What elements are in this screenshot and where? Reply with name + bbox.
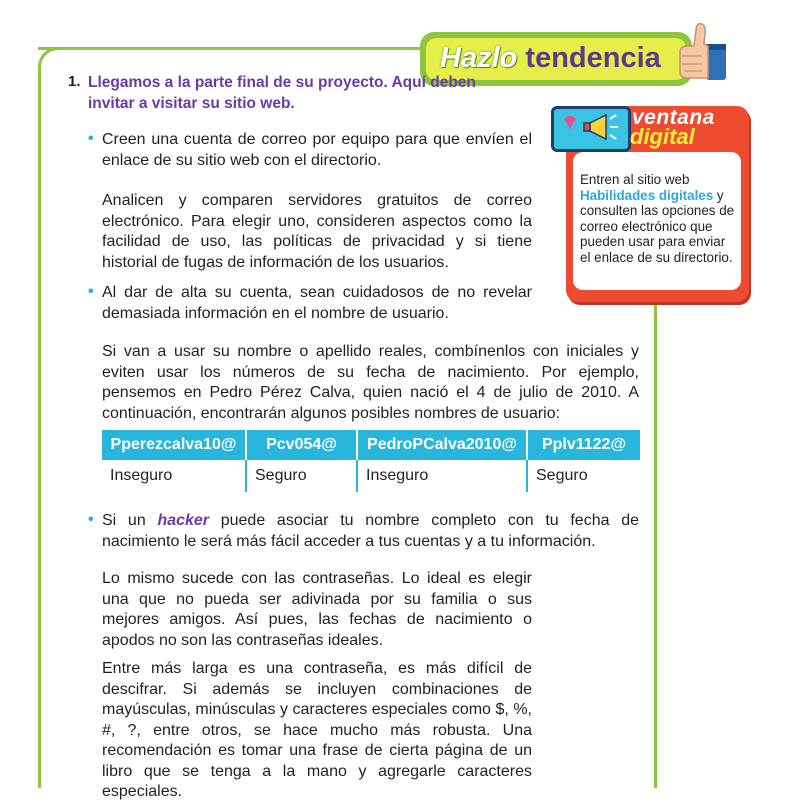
bullet-3-paragraph-3: Entre más larga es una contraseña, es más difícil de descifrar. Si además se incluyen combinaciones de mayúsculas, minúsculas y caracteres especiales como $, %, #, ?, entre otros, se hace mucho más robusta. Una recomendación es tomar una frase de cierta página de un libro que se tenga a la mano y agregarle caracteres especiales.: [102, 660, 532, 800]
bullet-2-paragraph-1: Al dar de alta su cuenta, sean cuidadosos de no revelar demasiada información en el nombre de usuario.: [102, 284, 532, 322]
bullet-3-paragraph-2: Lo mismo sucede con las contraseñas. Lo ideal es elegir una que no pueda ser adivinada por su familia o sus mejores amigos. Así pues, las fechas de nacimiento o apodos no son las contraseñas ideales.: [102, 570, 532, 649]
frame-left-border: [38, 66, 41, 788]
table-header-row: [102, 430, 640, 460]
frame-right-border: [654, 296, 657, 788]
hacker-term: hacker: [157, 512, 210, 529]
bullet-marker: •: [88, 130, 94, 147]
megaphone-icon: [554, 109, 628, 149]
frame-corner: [38, 47, 60, 69]
username-table: [102, 430, 640, 492]
bullet-marker: •: [88, 283, 94, 300]
bullet-1-paragraph-1: Creen una cuenta de correo por equipo para que envíen el enlace de su sitio web con el directorio.: [102, 131, 532, 169]
table-header-cell: Pperezcalva10@: [102, 430, 245, 460]
table-cell: Seguro: [526, 460, 640, 492]
activity-number: 1.: [68, 73, 81, 90]
table-cell: Inseguro: [110, 467, 173, 484]
bullet-marker: •: [88, 511, 94, 528]
frame-top-border: [38, 47, 438, 50]
tablet-megaphone-icon: [551, 106, 631, 152]
ventana-digital-title-2: digital: [630, 124, 695, 149]
table-header-cell: Pplv1122@: [526, 430, 640, 460]
ventana-digital-text: Entren al sitio web Habilidades digitales y consulten las opciones de correo electrónico que pueden usar para enviar el enlace de su directorio.: [580, 172, 735, 265]
table-row: [102, 460, 640, 492]
badge-title: [440, 42, 661, 75]
habilidades-digitales-link[interactable]: Habilidades digitales: [580, 187, 714, 203]
activity-heading: Llegamos a la parte final de su proyecto. Aquí deben invitar a visitar su sitio web.: [88, 74, 476, 112]
bullet-2-paragraph-2: Si van a usar su nombre o apellido reales, combínenlos con iniciales y eviten usar los números de su fecha de nacimiento. Por ejemplo, pensemos en Pedro Pérez Calva, quien nació el 4 de julio de 2010. A continuación, encontrarán algunos posibles nombres de usuario:: [102, 343, 639, 422]
table-header-cell: Pcv054@: [245, 430, 356, 460]
bullet-1-paragraph-2: Analicen y comparen servidores gratuitos de correo electrónico. Para elegir uno, consideren aspectos como la facilidad de uso, las políticas de privacidad y si tiene historial de fugas de información de los usuarios.: [102, 192, 532, 271]
table-cell: Inseguro: [356, 460, 526, 492]
table-cell: Seguro: [245, 460, 356, 492]
table-header-cell: PedroPCalva2010@: [356, 430, 526, 460]
ventana-digital-title-1: ventana: [632, 106, 715, 129]
thumbs-up-icon: [672, 18, 732, 86]
badge-word-tendencia: tendencia: [525, 42, 661, 74]
badge-word-hazlo: Hazlo: [440, 42, 518, 74]
bullet-3-paragraph-1: Si un hacker puede asociar tu nombre completo con tu fecha de nacimiento le será más fácil acceder a tus cuentas y a tu información.: [102, 512, 640, 550]
